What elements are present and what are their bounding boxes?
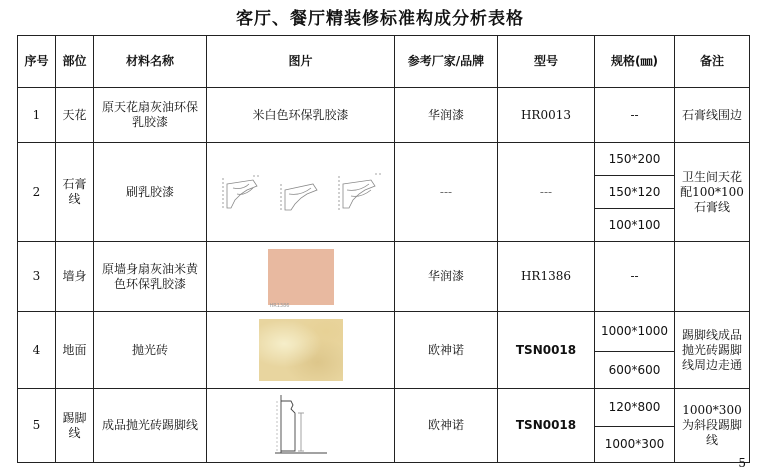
row-image xyxy=(207,143,395,242)
row-spec: 150*200 xyxy=(595,143,675,176)
row-spec: -- xyxy=(595,242,675,312)
row-spec: 1000*1000 xyxy=(595,312,675,352)
row-part: 地面 xyxy=(56,312,94,389)
page-title: 客厅、餐厅精装修标准构成分析表格 xyxy=(236,9,524,29)
row-seq: 1 xyxy=(18,88,56,143)
row-seq: 3 xyxy=(18,242,56,312)
header-remark: 备注 xyxy=(675,36,750,88)
row-image-text: 米白色环保乳胶漆 xyxy=(207,88,395,143)
row-material: 刷乳胶漆 xyxy=(94,143,207,242)
row-material: 原天花扇灰油环保乳胶漆 xyxy=(94,88,207,143)
row-spec: 100*100 xyxy=(595,209,675,242)
row-image xyxy=(207,312,395,389)
row-part: 石膏线 xyxy=(56,143,94,242)
row-material: 原墙身扇灰油米黄色环保乳胶漆 xyxy=(94,242,207,312)
row-remark xyxy=(675,242,750,312)
row-seq: 4 xyxy=(18,312,56,389)
plaster-cornice-icon xyxy=(213,166,389,214)
header-image: 图片 xyxy=(207,36,395,88)
row-seq: 2 xyxy=(18,143,56,242)
row-seq: 5 xyxy=(18,389,56,463)
header-spec: 规格(㎜) xyxy=(595,36,675,88)
header-brand: 参考厂家/品牌 xyxy=(395,36,498,88)
row-brand: --- xyxy=(395,143,498,242)
row-remark: 石膏线围边 xyxy=(675,88,750,143)
table-row xyxy=(18,389,750,427)
polished-tile-icon xyxy=(259,319,343,381)
row-material: 抛光砖 xyxy=(94,312,207,389)
row-brand: 欧神诺 xyxy=(395,312,498,389)
row-part: 墙身 xyxy=(56,242,94,312)
header-model: 型号 xyxy=(498,36,595,88)
row-remark: 1000*300为斜段踢脚线 xyxy=(675,389,750,463)
table-row xyxy=(18,143,750,176)
page-number: 5 xyxy=(738,456,746,470)
row-spec: 120*800 xyxy=(595,389,675,427)
row-part: 天花 xyxy=(56,88,94,143)
skirting-profile-icon xyxy=(271,391,331,457)
table-row xyxy=(18,88,750,143)
row-brand: 华润漆 xyxy=(395,242,498,312)
row-part: 踢脚线 xyxy=(56,389,94,463)
row-spec: 150*120 xyxy=(595,176,675,209)
swatch-code: HR1386 xyxy=(269,302,290,309)
row-brand: 华润漆 xyxy=(395,88,498,143)
row-remark: 卫生间天花配100*100石膏线 xyxy=(675,143,750,242)
row-brand: 欧神诺 xyxy=(395,389,498,463)
row-remark: 踢脚线成品抛光砖踢脚线周边走通 xyxy=(675,312,750,389)
row-model: HR1386 xyxy=(498,242,595,312)
row-model: TSN0018 xyxy=(498,389,595,463)
header-material: 材料名称 xyxy=(94,36,207,88)
material-spec-table xyxy=(17,35,750,463)
row-model: --- xyxy=(498,143,595,242)
row-model: HR0013 xyxy=(498,88,595,143)
header-part: 部位 xyxy=(56,36,94,88)
row-material: 成品抛光砖踢脚线 xyxy=(94,389,207,463)
row-image xyxy=(207,242,395,312)
row-spec: 1000*300 xyxy=(595,427,675,463)
row-spec: 600*600 xyxy=(595,352,675,389)
row-image xyxy=(207,389,395,463)
wall-paint-swatch-icon xyxy=(268,249,334,309)
row-spec: -- xyxy=(595,88,675,143)
table-row xyxy=(18,242,750,312)
header-seq: 序号 xyxy=(18,36,56,88)
row-model: TSN0018 xyxy=(498,312,595,389)
table-row xyxy=(18,312,750,352)
header-row xyxy=(18,36,750,88)
